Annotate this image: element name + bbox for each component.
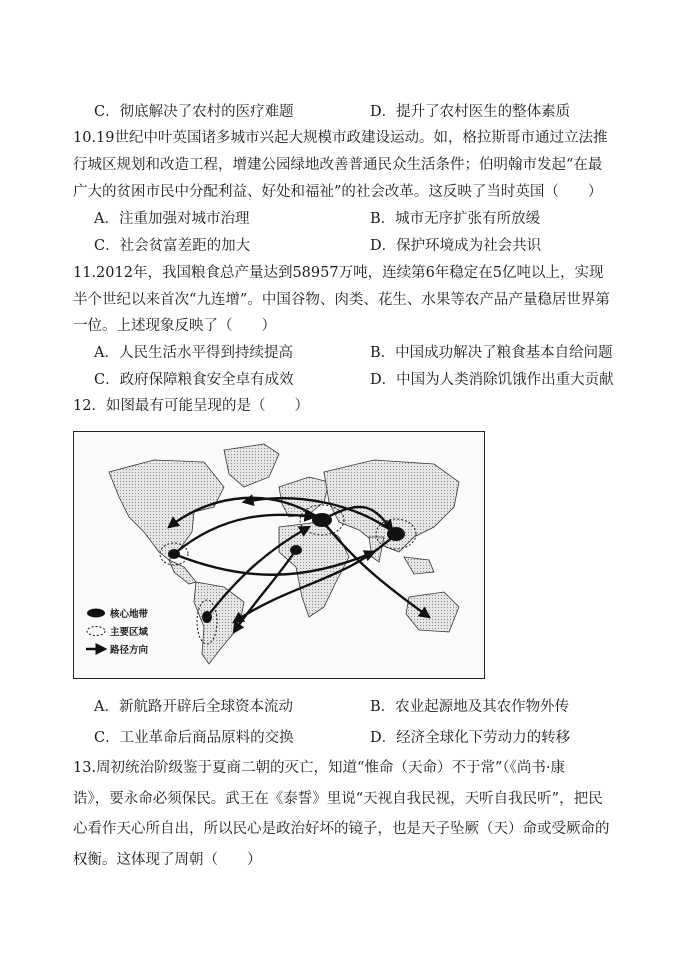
- q11-option-d: D．中国为人类消除饥饿作出重大贡献: [370, 372, 614, 388]
- q11-stem-line-1: 11.2012年，我国粮食总产量达到58957万吨，连续第6年稳定在5亿吨以上，实现: [73, 265, 604, 281]
- q12-option-d: D．经济全球化下劳动力的转移: [370, 730, 571, 746]
- q13-stem-line-1: 13.周初统治阶级鉴于夏商二朝的灭亡，知道“惟命（天命）不于常”（《尚书·康: [73, 760, 565, 776]
- australia-shape: [406, 592, 459, 632]
- q13-stem-line-3: 心看作天心所自出，所以民心是政治好坏的镜子，也是天子坠厥（天）命或受厥命的: [73, 821, 610, 837]
- legend-path-label: 路径方向: [110, 645, 149, 656]
- world-map-figure: [73, 431, 485, 679]
- q11-option-b: B．中国成功解决了粮食基本自给问题: [370, 345, 613, 361]
- legend-region-label: 主要区域: [110, 627, 149, 638]
- legend-region-symbol: [87, 627, 105, 636]
- q12-option-c: C．工业革命后商品原料的交换: [94, 730, 294, 746]
- legend-core-label: 核心地带: [110, 609, 149, 620]
- q10-option-c: C．社会贫富差距的加大: [94, 238, 251, 254]
- q10-option-b: B．城市无序扩张有所放缓: [370, 211, 541, 227]
- q10-stem-line-3: 广大的贫困市民中分配利益、好处和福祉”的社会改革。这反映了当时英国（ ）: [73, 184, 603, 200]
- greenland-shape: [224, 444, 279, 487]
- world-map-svg: [74, 432, 483, 677]
- q10-stem-line-2: 行城区规划和改造工程，增建公园绿地改善普通民众生活条件；伯明翰市发起“在最: [73, 157, 603, 173]
- legend-core-symbol: [87, 609, 105, 618]
- africa-shape: [279, 522, 349, 617]
- q11-option-c: C．政府保障粮食安全卓有成效: [94, 372, 294, 388]
- continents: [109, 444, 459, 664]
- q11-option-a: A．人民生活水平得到持续提高: [94, 345, 293, 361]
- q11-stem-line-3: 一位。上述现象反映了（ ）: [73, 318, 276, 334]
- south-america-shape: [194, 582, 244, 664]
- q10-stem-line-1: 10.19世纪中叶英国诸多城市兴起大规模市政建设运动。如，格拉斯哥市通过立法推: [73, 130, 608, 146]
- q10-option-a: A．注重加强对城市治理: [94, 211, 250, 227]
- q12-stem: 12．如图最有可能呈现的是（ ）: [73, 398, 309, 414]
- q13-stem-line-4: 权衡。这体现了周朝（ ）: [73, 852, 262, 868]
- q9-option-c: C．彻底解决了农村的医疗难题: [94, 104, 294, 120]
- q11-stem-line-2: 半个世纪以来首次“九连增”。中国谷物、肉类、花生、水果等农产品产量稳居世界第: [73, 292, 610, 308]
- map-legend: [86, 608, 149, 656]
- north-america-shape: [109, 460, 224, 560]
- q9-option-d: D．提升了农村医生的整体素质: [370, 104, 571, 120]
- route-arrow: [234, 550, 296, 632]
- southeast-asia-shape: [404, 557, 434, 574]
- q12-option-b: B．农业起源地及其农作物外传: [370, 699, 570, 715]
- q10-option-d: D．保护环境成为社会共识: [370, 238, 542, 254]
- central-america-shape: [169, 560, 196, 584]
- q13-stem-line-2: 诰》，要永命必须保民。武王在《泰誓》里说“天视自我民视，天听自我民听”，把民: [73, 791, 603, 807]
- q12-option-a: A．新航路开辟后全球资本流动: [94, 699, 293, 715]
